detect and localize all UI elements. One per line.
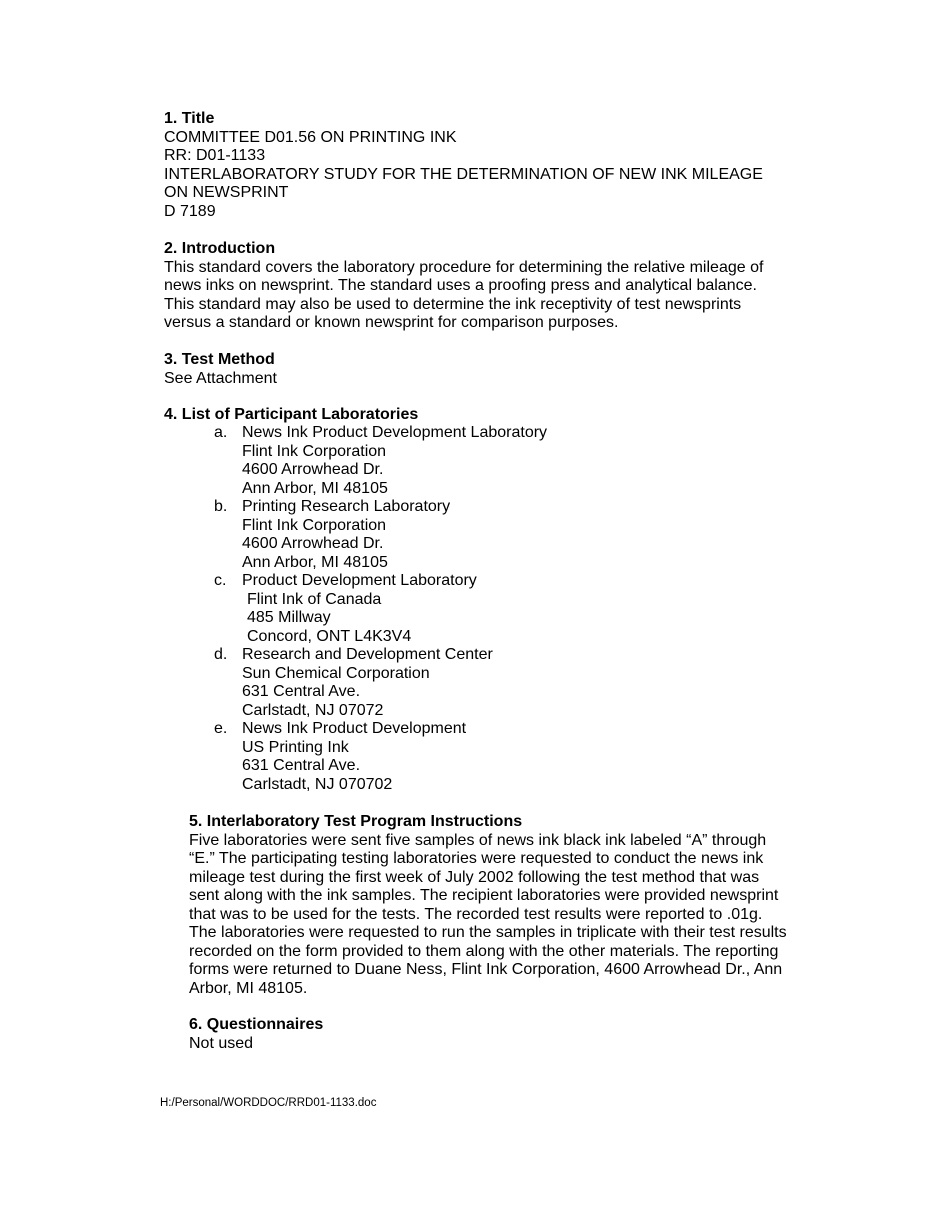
section-instructions — [189, 813, 787, 998]
instructions-line: recorded on the form provided to them along with the other materials. The reporting — [189, 942, 779, 960]
section-participants — [164, 406, 418, 425]
lab-address-line: Ann Arbor, MI 48105 — [242, 479, 388, 497]
lab-address-line: Sun Chemical Corporation — [242, 664, 430, 682]
lab-entry-c — [214, 572, 547, 646]
footer-file-path: H:/Personal/WORDDOC/RRD01-1133.doc — [160, 1097, 377, 1109]
introduction-line: This standard may also be used to determine the ink receptivity of test newsprints — [164, 295, 742, 313]
lab-letter: c. — [214, 572, 227, 589]
instructions-line: The laboratories were requested to run the samples in triplicate with their test results — [189, 924, 787, 941]
lab-address-line: Concord, ONT L4K3V4 — [247, 627, 412, 645]
introduction-line: versus a standard or known newsprint for comparison purposes. — [164, 314, 619, 331]
section-test-method — [164, 351, 277, 388]
lab-entry-b — [214, 498, 547, 572]
instructions-line: Arbor, MI 48105. — [189, 979, 308, 997]
lab-entry-a — [214, 424, 547, 498]
section-heading-test-method: 3. Test Method — [164, 351, 275, 368]
lab-letter: a. — [214, 424, 228, 441]
instructions-line: Five laboratories were sent five samples of news ink black ink labeled “A” through — [189, 831, 767, 849]
lab-address-line: Carlstadt, NJ 070702 — [242, 775, 393, 793]
introduction-line: news inks on newsprint. The standard uses a proofing press and analytical balance. — [164, 277, 757, 294]
lab-letter: e. — [214, 720, 228, 737]
lab-address — [214, 665, 547, 721]
study-title-line-2: ON NEWSPRINT — [164, 184, 289, 201]
lab-name: Product Development Laboratory — [242, 572, 477, 589]
lab-letter: b. — [214, 498, 228, 515]
lab-address-line: Carlstadt, NJ 07072 — [242, 701, 384, 719]
test-method-text: See Attachment — [164, 369, 277, 387]
lab-address-line: Ann Arbor, MI 48105 — [242, 553, 388, 571]
lab-letter: d. — [214, 646, 228, 663]
section-heading-introduction: 2. Introduction — [164, 240, 276, 257]
lab-name: Printing Research Laboratory — [242, 498, 451, 515]
participant-lab-list — [214, 424, 547, 794]
introduction-line: This standard covers the laboratory procedure for determining the relative mileage of — [164, 258, 764, 276]
lab-address-line: 4600 Arrowhead Dr. — [242, 461, 384, 478]
lab-address-line: Flint Ink Corporation — [242, 442, 387, 460]
committee-line: COMMITTEE D01.56 ON PRINTING INK — [164, 128, 457, 146]
lab-entry-e — [214, 720, 547, 794]
section-heading-instructions: 5. Interlaboratory Test Program Instructions — [189, 813, 523, 830]
lab-name: News Ink Product Development Laboratory — [242, 424, 548, 441]
lab-address — [214, 739, 547, 795]
section-heading-participants: 4. List of Participant Laboratories — [164, 406, 419, 423]
lab-address-line: 4600 Arrowhead Dr. — [242, 535, 384, 552]
instructions-line: that was to be used for the tests. The recorded test results were reported to .01g. — [189, 905, 763, 923]
instructions-line: sent along with the ink samples. The recipient laboratories were provided newsprint — [189, 887, 779, 904]
section-heading-questionnaires: 6. Questionnaires — [189, 1016, 324, 1033]
lab-address-line: Flint Ink Corporation — [242, 516, 387, 534]
instructions-line: forms were returned to Duane Ness, Flint Ink Corporation, 4600 Arrowhead Dr., Ann — [189, 961, 783, 978]
lab-address — [214, 591, 547, 647]
section-title — [164, 110, 763, 221]
lab-address-line: 631 Central Ave. — [242, 683, 361, 700]
section-introduction — [164, 240, 763, 333]
lab-address-line: 485 Millway — [247, 609, 331, 626]
lab-name: News Ink Product Development — [242, 720, 467, 737]
lab-address-line: Flint Ink of Canada — [247, 590, 382, 608]
lab-address — [214, 517, 547, 573]
study-title-line: INTERLABORATORY STUDY FOR THE DETERMINATION OF NEW INK MILEAGE — [164, 165, 763, 183]
lab-address-line: US Printing Ink — [242, 738, 349, 756]
instructions-line: “E.” The participating testing laboratories were requested to conduct the news ink — [189, 850, 764, 867]
lab-entry-d — [214, 646, 547, 720]
section-questionnaires — [189, 1016, 323, 1053]
lab-name: Research and Development Center — [242, 646, 493, 663]
designation-line: D 7189 — [164, 202, 216, 220]
section-heading-title: 1. Title — [164, 110, 215, 127]
rr-number-line: RR: D01-1133 — [164, 147, 266, 164]
lab-address — [214, 443, 547, 499]
instructions-line: mileage test during the first week of July 2002 following the test method that was — [189, 868, 760, 886]
questionnaires-text: Not used — [189, 1034, 254, 1052]
lab-address-line: 631 Central Ave. — [242, 757, 361, 774]
